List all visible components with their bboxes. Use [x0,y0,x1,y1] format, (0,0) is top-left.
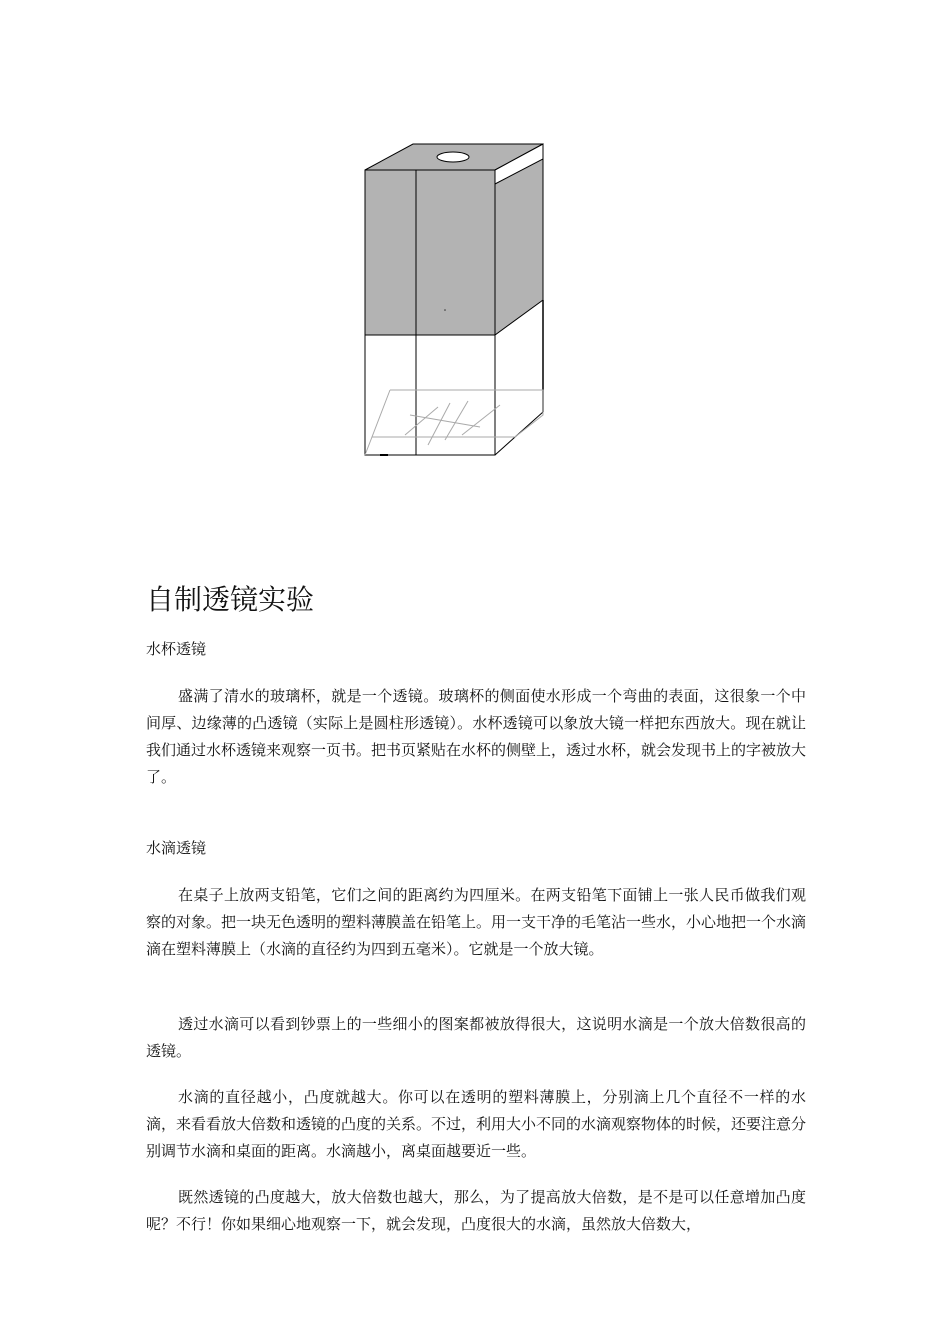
top-hole [437,152,469,162]
paragraph-water-cup-1: 盛满了清水的玻璃杯，就是一个透镜。玻璃杯的侧面使水形成一个弯曲的表面，这很象一个中间厚、边缘薄的凸透镜（实际上是圆柱形透镜）。水杯透镜可以象放大镜一样把东西放大。现在就让我们通过水杯透镜来观察一页书。把书页紧贴在水杯的侧壁上，透过水杯，就会发现书上的字被放大了。 [146,687,807,786]
water-front-face [365,170,495,335]
paragraph-water-drop-4: 既然透镜的凸度越大，放大倍数也越大，那么，为了提高放大倍数，是不是可以任意增加凸度呢？不行！你如果细心地观察一下，就会发现，凸度很大的水滴，虽然放大倍数大， [146,1188,806,1233]
water-glass-illustration [350,135,560,465]
water-side-face [495,159,543,335]
paragraph-water-drop-2: 透过水滴可以看到钞票上的一些细小的图案都被放得很大，这说明水滴是一个放大倍数很高的透镜。 [146,1015,806,1060]
section-heading-water-cup: 水杯透镜 [146,640,207,658]
document-title: 自制透镜实验 [146,583,315,616]
section-heading-water-drop: 水滴透镜 [146,839,207,857]
paragraph-water-drop-3: 水滴的直径越小，凸度就越大。你可以在透明的塑料薄膜上，分别滴上几个直径不一样的水滴，来看看放大倍数和透镜的凸度的关系。不过，利用大小不同的水滴观察物体的时候，还要注意分别调节水滴和桌面的距离。水滴越小，离桌面越要近一些。 [146,1088,807,1160]
paragraph-water-drop-1: 在桌子上放两支铅笔，它们之间的距离约为四厘米。在两支铅笔下面铺上一张人民币做我们观察的对象。把一块无色透明的塑料薄膜盖在铅笔上。用一支干净的毛笔沾一些水，小心地把一个水滴滴在塑料薄膜上（水滴的直径约为四到五毫米）。它就是一个放大镜。 [146,886,807,958]
